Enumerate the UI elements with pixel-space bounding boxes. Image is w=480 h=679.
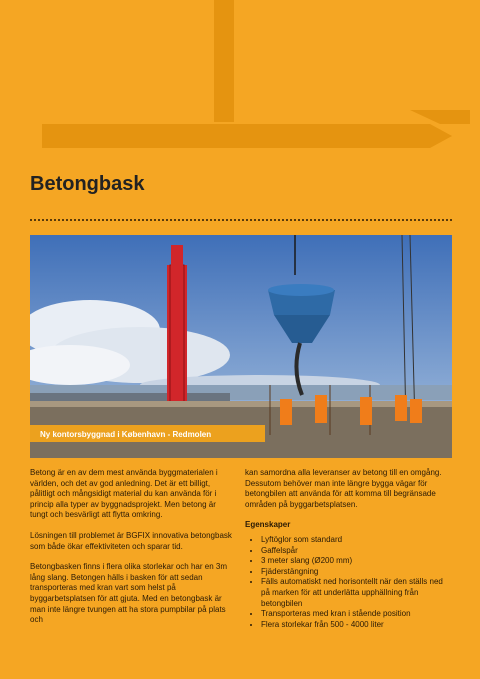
list-item: • Fälls automatiskt ned horisontellt när den ställs ned på marken för att underlätta upphällning från betongbilen — [261, 577, 450, 609]
body-paragraph: kan samordna alla leveranser av betong till en omgång. Dessutom behöver man inte längre bygga vägar för betongbilen att använda för att komma till begränsade områden på byggarbetsplatsen. — [245, 468, 442, 509]
right-column — [245, 468, 450, 630]
left-column — [30, 468, 235, 636]
list-item: • Lyftöglor som standard — [261, 535, 450, 546]
photo-caption: Ny kontorsbyggnad i København - Redmolen — [40, 430, 212, 439]
dotted-divider — [30, 219, 452, 221]
body-paragraph: Betongbasken finns i flera olika storlekar och har en 3m lång slang. Betongen hälls i basken för att sedan transporteras med kran vart som helst på byggarbetsplatsen för att gjuta. Med en betongbask är man inte längre tvungen att ha stora pumpbilar på plats och — [30, 562, 227, 625]
list-item: • 3 meter slang (Ø200 mm) — [261, 556, 450, 567]
crane-hook-graphic — [0, 0, 480, 160]
list-item: • Fjäderstängning — [261, 567, 450, 578]
body-paragraph: Betong är en av dem mest använda byggmaterialen i världen, och det av god anledning. Det är ett billigt, pålitligt och mångsidigt material du kan använda för i princip alla typer av byggnadsprojekt. Men betong är tungt och besvärligt att flytta omkring. — [30, 468, 218, 520]
page-title: Betongbask — [30, 173, 145, 195]
features-heading: Egenskaper — [245, 520, 291, 530]
list-item: • Gaffelspår — [261, 546, 450, 557]
list-item: • Transporteras med kran i stående position — [261, 609, 450, 620]
construction-photo — [30, 235, 452, 458]
features-list — [245, 535, 450, 630]
body-paragraph: Lösningen till problemet är BGFIX innovativa betongbask som både ökar effektiviteten och sparar tid. — [30, 530, 232, 551]
list-item: • Flera storlekar från 500 - 4000 liter — [261, 620, 450, 631]
